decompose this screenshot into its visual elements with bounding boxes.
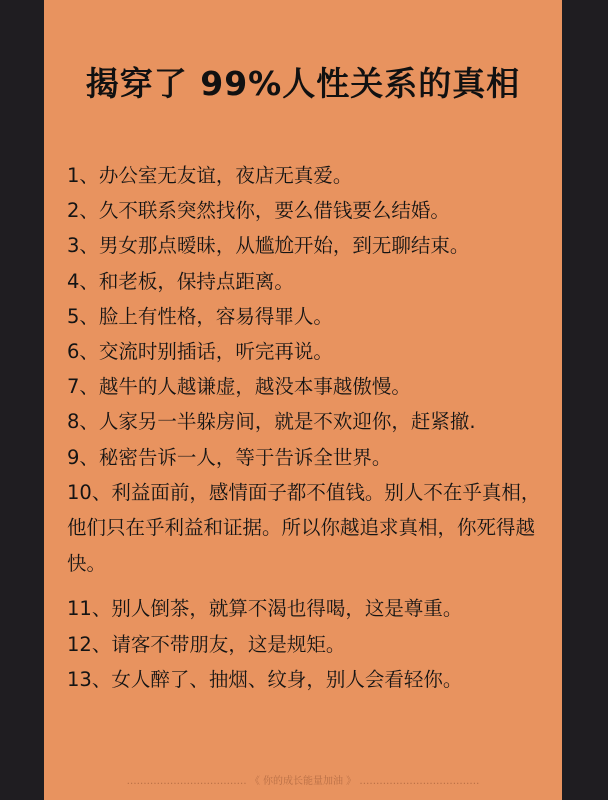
footer-text: 《 你的成长能量加油 》 [249,776,357,787]
article-card [44,0,562,800]
list-item: 8、人家另一半躲房间，就是不欢迎你，赶紧撤. [67,410,476,434]
list-item: 11、别人倒茶，就算不渴也得喝，这是尊重。 [67,597,463,621]
list-item: 7、越牛的人越谦虚，越没本事越傲慢。 [67,375,411,399]
list-item: 12、请客不带朋友，这是规矩。 [67,632,346,656]
list-item: 6、交流时别插话，听完再说。 [67,340,333,364]
tips-list [67,158,557,697]
list-item: 9、秘密告诉一人，等于告诉全世界。 [67,445,392,469]
list-item: 10、利益面前，感情面子都不值钱。别人不在乎真相，他们只在乎利益和证据。所以你越追求真相，你死得越快。 [67,480,541,575]
list-item: 13、女人醉了、抽烟、纹身，别人会看轻你。 [67,667,463,691]
list-item: 4、和老板，保持点距离。 [67,269,294,293]
list-item: 2、久不联系突然找你，要么借钱要么结婚。 [67,199,450,223]
footer-dots-left: ……………………………… [126,776,247,787]
list-item: 3、男女那点暧昧，从尴尬开始，到无聊结束。 [67,234,470,258]
list-item: 1、办公室无友谊，夜店无真爱。 [67,164,353,187]
page-title: 揭穿了 99%人性关系的真相 [85,64,521,103]
footer-watermark [44,772,562,787]
list-item: 5、脸上有性格，容易得罪人。 [67,304,333,328]
footer-dots-right: ……………………………… [359,776,480,787]
